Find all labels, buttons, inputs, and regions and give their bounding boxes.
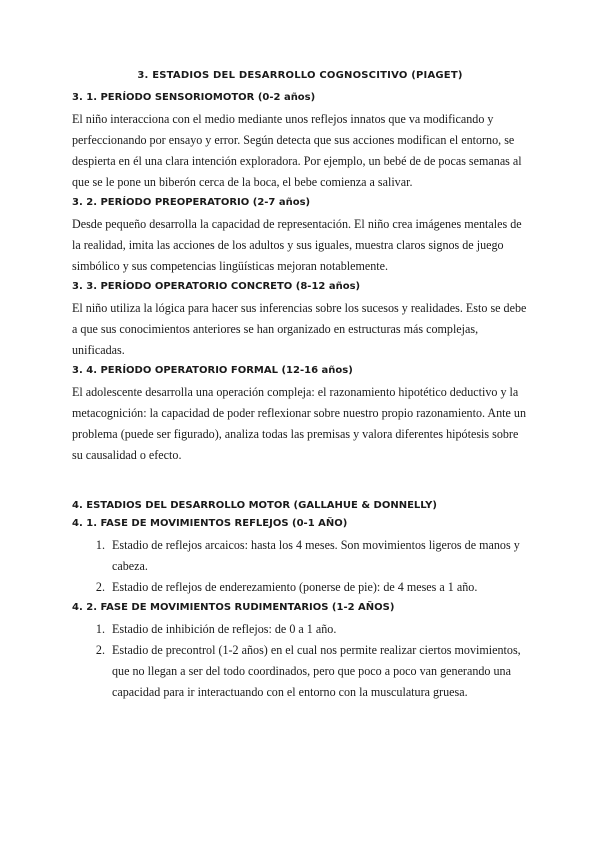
period-3-text: El niño utiliza la lógica para hacer sus inferencias sobre los sucesos y realidades. Esto se debe a que sus conocimientos anteriores se han organizado en estructuras más complejas, unificadas. — [72, 301, 527, 357]
list-item: 2. Estadio de reflejos de enderezamiento (ponerse de pie): de 4 meses a 1 año. — [108, 577, 528, 598]
phase-2-list — [72, 619, 528, 703]
phase-1-list — [72, 535, 528, 598]
list-item: 1. Estadio de reflejos arcaicos: hasta los 4 meses. Son movimientos ligeros de manos y cabeza. — [108, 535, 528, 577]
list-item: 2. Estadio de precontrol (1-2 años) en el cual nos permite realizar ciertos movimientos, que no llegan a ser del todo coordinados, pero que poco a poco van generando una capacidad para ir interactuando con el entorno con la musculatura gruesa. — [108, 640, 528, 703]
phase-2-heading: 4. 2. FASE DE MOVIMIENTOS RUDIMENTARIOS (1-2 AÑOS) — [72, 602, 395, 613]
period-2-text: Desde pequeño desarrolla la capacidad de representación. El niño crea imágenes mentales de la realidad, imita las acciones de los adultos y sus iguales, muestra claros signos de juego simbólico y sus competencias lingüísticas mejoran notablemente. — [72, 217, 522, 273]
period-3-heading: 3. 3. PERÍODO OPERATORIO CONCRETO (8-12 años) — [72, 281, 361, 292]
phase-1-heading: 4. 1. FASE DE MOVIMIENTOS REFLEJOS (0-1 AÑO) — [72, 518, 348, 529]
section-4-title: 4. ESTADIOS DEL DESARROLLO MOTOR (GALLAHUE & DONNELLY) — [72, 500, 437, 511]
section-3-title: 3. ESTADIOS DEL DESARROLLO COGNOSCITIVO (PIAGET) — [137, 70, 463, 81]
document-body — [72, 70, 528, 706]
list-item: 1. Estadio de inhibición de reflejos: de 0 a 1 año. — [108, 619, 528, 640]
period-1-heading: 3. 1. PERÍODO SENSORIOMOTOR (0-2 años) — [72, 92, 316, 103]
period-2-heading: 3. 2. PERÍODO PREOPERATORIO (2-7 años) — [72, 197, 311, 208]
period-1-text: El niño interacciona con el medio mediante unos reflejos innatos que va modificando y perfeccionando por ensayo y error. Según detecta que sus acciones modifican el entorno, se despierta en él una clara intención exploradora. Por ejemplo, un bebé de de pocas semanas al que se le pone un biberón cerca de la boca, el bebe comienza a salivar. — [72, 112, 522, 189]
period-4-text: El adolescente desarrolla una operación compleja: el razonamiento hipotético deductivo y la metacognición: la capacidad de poder reflexionar sobre nuestro propio razonamiento. Ante un problema (puede ser figurado), analiza todas las premisas y valora diferentes hipótesis sobre su causalidad o efecto. — [72, 385, 527, 462]
section-spacer — [72, 469, 528, 499]
period-4-heading: 3. 4. PERÍODO OPERATORIO FORMAL (12-16 años) — [72, 365, 353, 376]
